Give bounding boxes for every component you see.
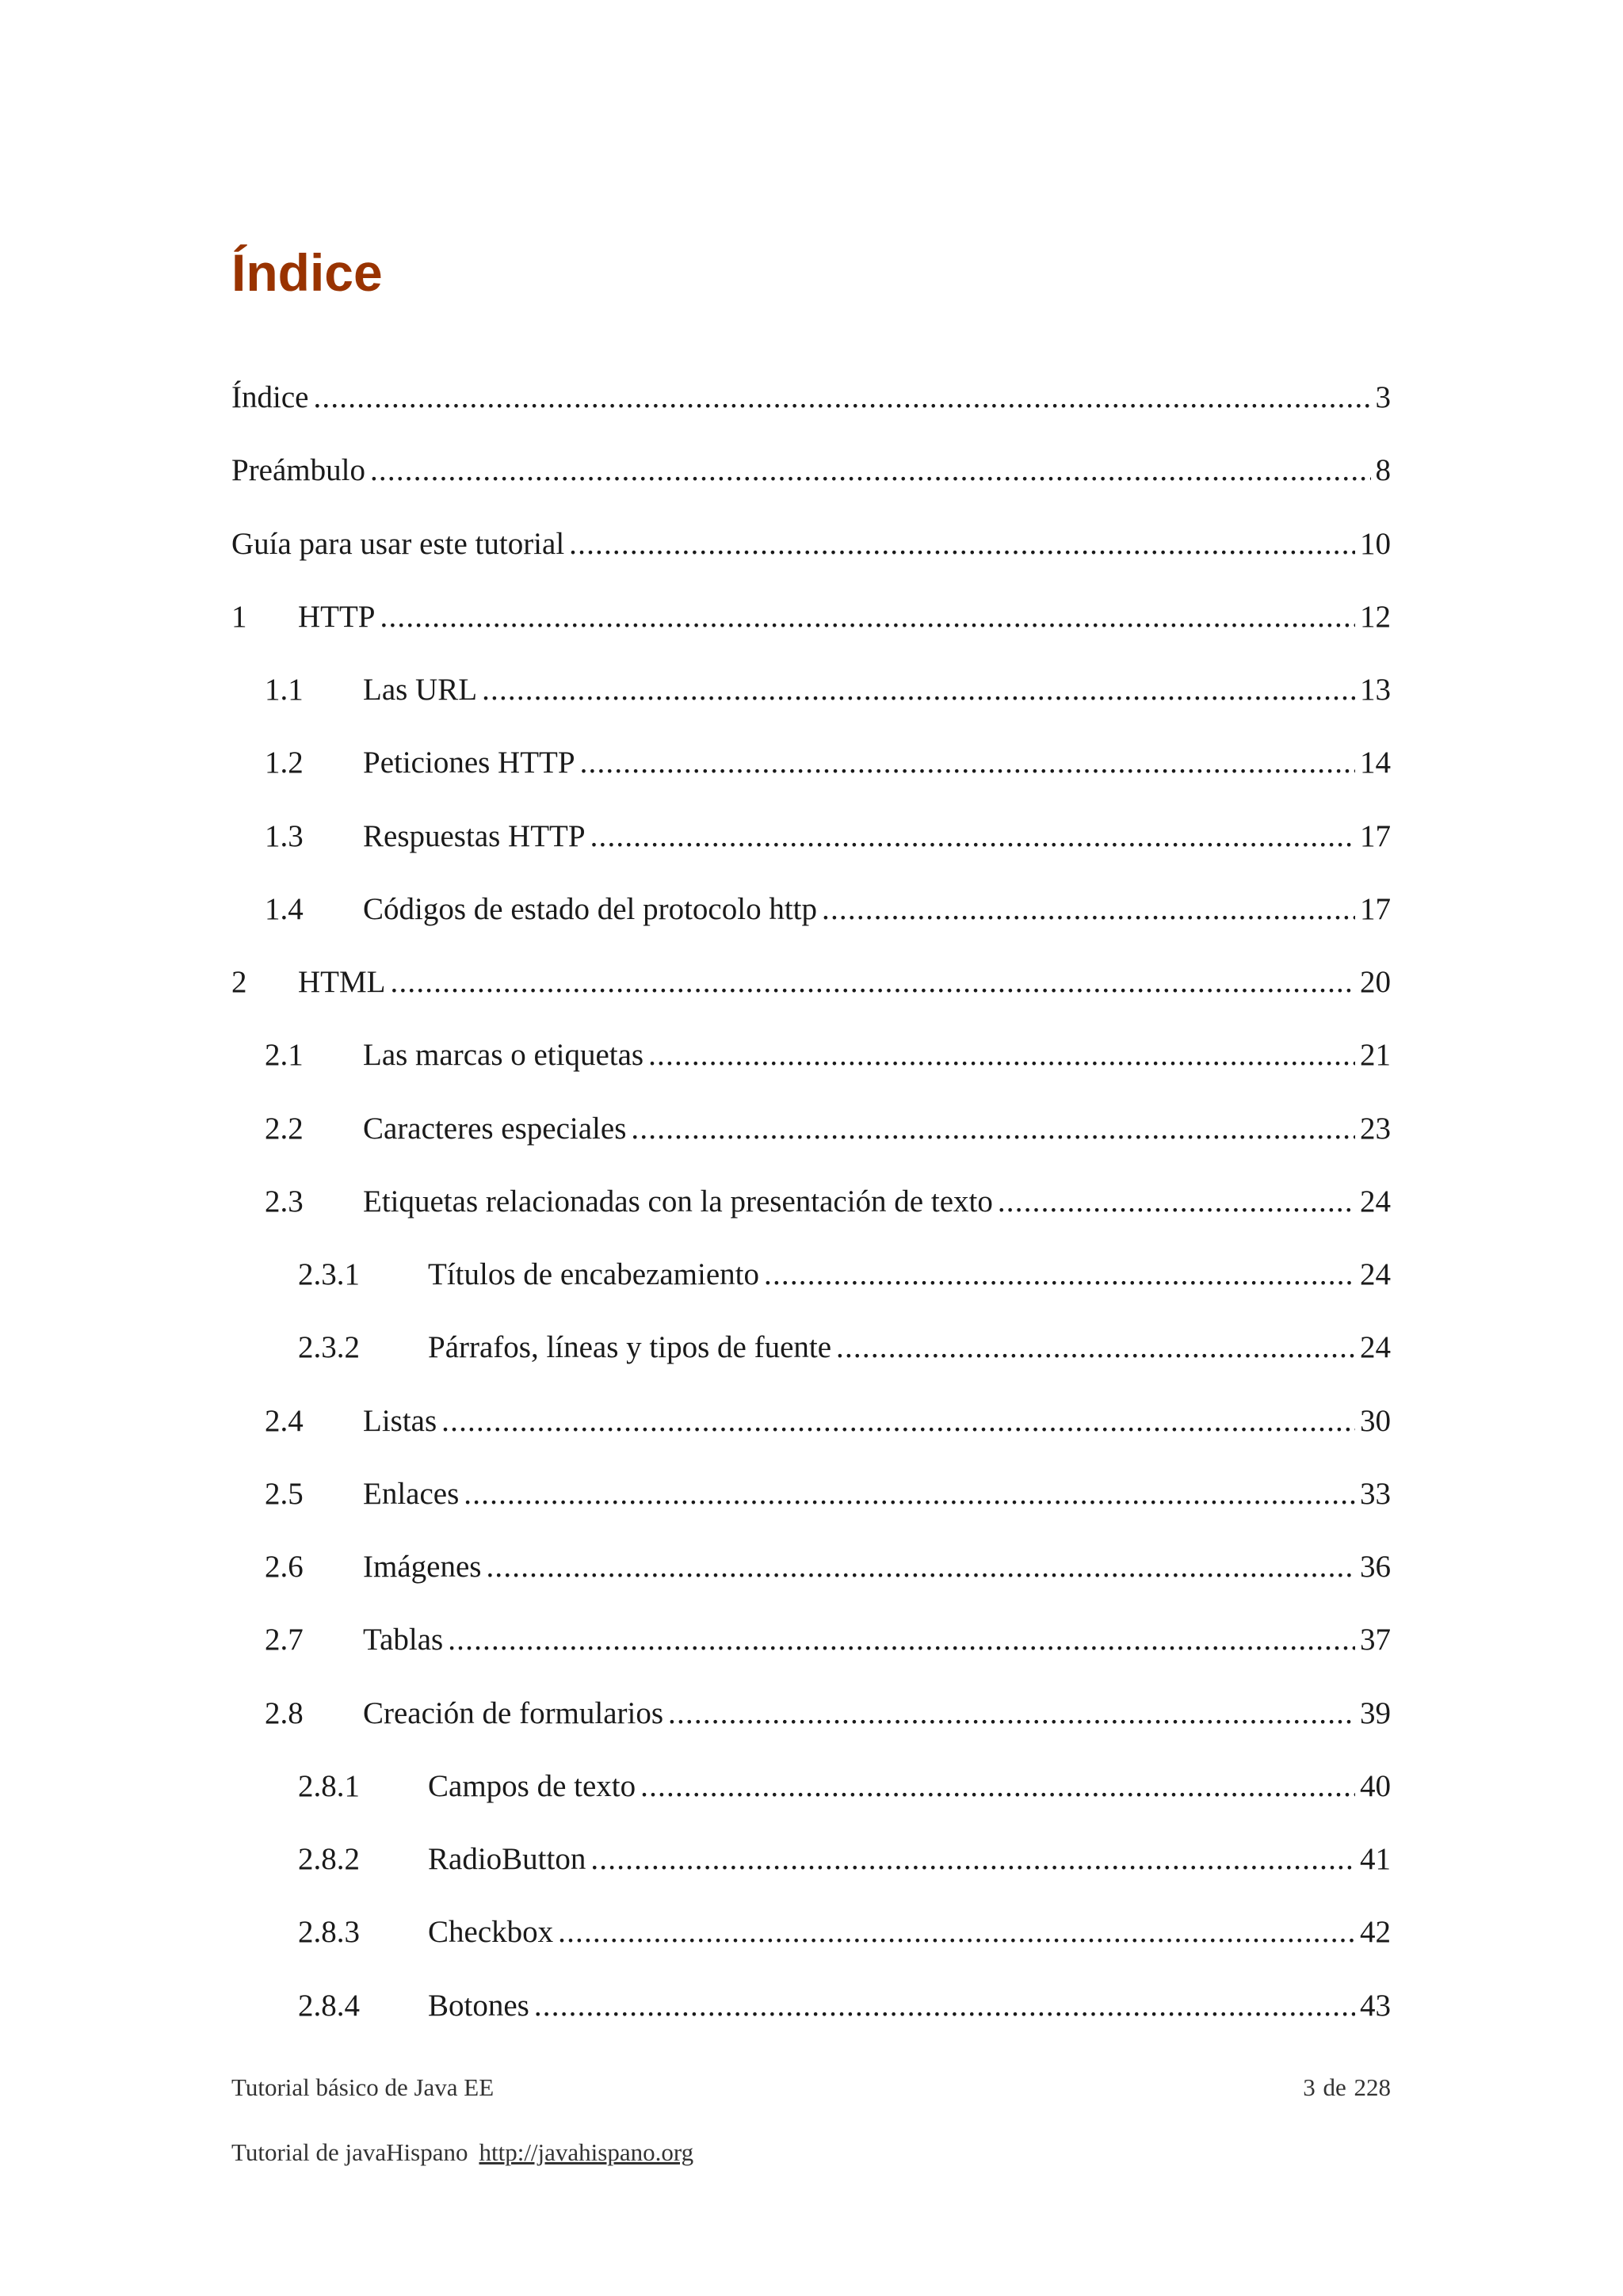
toc-entry-title: Etiquetas relacionadas con la presentación de texto <box>363 1184 993 1219</box>
toc-entry-title: Enlaces <box>363 1477 460 1511</box>
footer-row <box>231 2070 1391 2105</box>
toc-entry[interactable] <box>298 1764 1391 1809</box>
toc-dot-leader <box>580 741 1355 785</box>
toc-entry-title: Preámbulo <box>231 453 365 487</box>
toc-entry-page: 30 <box>1360 1404 1391 1438</box>
toc-entry-number: 2.8.4 <box>298 1989 360 2023</box>
footer-publisher: Tutorial de javaHispano <box>231 2138 468 2166</box>
footer-publisher-row <box>231 2135 1391 2170</box>
toc-entry[interactable] <box>231 960 1391 1005</box>
toc-entry[interactable] <box>231 376 1391 420</box>
toc-entry-page: 41 <box>1360 1842 1391 1876</box>
toc-dot-leader <box>764 1253 1355 1297</box>
toc-entry-title: Tablas <box>363 1623 444 1657</box>
toc-entry-number: 1.4 <box>265 892 304 926</box>
toc-entry-title: Guía para usar este tutorial <box>231 527 565 561</box>
page-of-label: de <box>1323 2073 1346 2101</box>
toc-entry-number: 2.8.2 <box>298 1842 360 1876</box>
toc-dot-leader <box>482 668 1355 712</box>
toc-entry-page: 8 <box>1375 453 1391 487</box>
toc-entry-page: 24 <box>1360 1257 1391 1291</box>
toc-entry-number: 2 <box>231 965 247 999</box>
toc-dot-leader <box>631 1107 1355 1151</box>
toc-entry-title: Campos de texto <box>428 1769 636 1803</box>
toc-entry-title: HTTP <box>298 600 376 634</box>
toc-entry-number: 2.5 <box>265 1477 304 1511</box>
toc-entry-title: Caracteres especiales <box>363 1112 627 1146</box>
toc-entry-title: HTML <box>298 965 386 999</box>
toc-entry-page: 17 <box>1360 819 1391 853</box>
toc-entry-page: 12 <box>1360 600 1391 634</box>
toc-entry[interactable] <box>298 1837 1391 1882</box>
toc-entry-title: Párrafos, líneas y tipos de fuente <box>428 1330 832 1364</box>
toc-entry[interactable] <box>265 1618 1391 1662</box>
toc-entry-page: 37 <box>1360 1623 1391 1657</box>
toc-entry-number: 1 <box>231 600 247 634</box>
page-current: 3 <box>1303 2073 1316 2101</box>
toc-entry-page: 42 <box>1360 1915 1391 1949</box>
toc-dot-leader <box>370 448 1371 493</box>
toc-entry-number: 2.3 <box>265 1184 304 1219</box>
toc-entry-number: 1.3 <box>265 819 304 853</box>
toc-entry-page: 21 <box>1360 1038 1391 1072</box>
toc-entry-number: 2.8 <box>265 1696 304 1730</box>
toc-entry[interactable] <box>265 668 1391 712</box>
toc-dot-leader <box>534 1984 1355 2028</box>
toc-entry-page: 13 <box>1360 673 1391 707</box>
toc-entry[interactable] <box>265 1691 1391 1736</box>
toc-entry-title: Peticiones HTTP <box>363 746 575 780</box>
toc-entry[interactable] <box>265 1107 1391 1151</box>
toc-entry-page: 40 <box>1360 1769 1391 1803</box>
toc-dot-leader <box>464 1472 1355 1516</box>
toc-entry-number: 2.3.1 <box>298 1257 360 1291</box>
toc-dot-leader <box>558 1910 1355 1955</box>
toc-entry[interactable] <box>298 1984 1391 2028</box>
toc-entry-page: 3 <box>1375 380 1391 414</box>
toc-entry[interactable] <box>298 1910 1391 1955</box>
page-counter <box>1303 2070 1391 2105</box>
toc-entry[interactable] <box>265 741 1391 785</box>
toc-entry-number: 1.1 <box>265 673 304 707</box>
page-title: Índice <box>231 243 383 302</box>
toc-entry[interactable] <box>265 1545 1391 1589</box>
toc-entry[interactable] <box>265 1180 1391 1224</box>
toc-entry-title: Las URL <box>363 673 478 707</box>
toc-entry-page: 39 <box>1360 1696 1391 1730</box>
toc-entry-number: 2.4 <box>265 1404 304 1438</box>
toc-entry-page: 24 <box>1360 1330 1391 1364</box>
toc-entry-page: 36 <box>1360 1550 1391 1584</box>
toc-dot-leader <box>648 1033 1355 1077</box>
toc-entry-title: Checkbox <box>428 1915 554 1949</box>
toc-dot-leader <box>441 1399 1355 1444</box>
toc-entry-page: 14 <box>1360 746 1391 780</box>
toc-entry-number: 1.2 <box>265 746 304 780</box>
toc-dot-leader <box>998 1180 1355 1224</box>
toc-dot-leader <box>822 887 1355 932</box>
footer-doc-title: Tutorial básico de Java EE <box>231 2073 495 2101</box>
toc-entry-page: 17 <box>1360 892 1391 926</box>
toc-entry-number: 2.8.1 <box>298 1769 360 1803</box>
toc-dot-leader <box>640 1764 1355 1809</box>
toc-dot-leader <box>590 814 1355 859</box>
toc-entry-number: 2.6 <box>265 1550 304 1584</box>
toc-dot-leader <box>380 595 1356 639</box>
toc-entry[interactable] <box>265 1033 1391 1077</box>
toc-entry-page: 23 <box>1360 1112 1391 1146</box>
toc-entry-number: 2.8.3 <box>298 1915 360 1949</box>
toc-entry[interactable] <box>298 1325 1391 1370</box>
toc-entry-number: 2.3.2 <box>298 1330 360 1364</box>
toc-entry-title: Botones <box>428 1989 529 2023</box>
footer-url-link[interactable]: http://javahispano.org <box>479 2138 694 2166</box>
toc-dot-leader <box>590 1837 1355 1882</box>
toc-entry-title: Índice <box>231 380 309 414</box>
toc-dot-leader <box>313 376 1370 420</box>
toc-entry[interactable] <box>265 887 1391 932</box>
toc-entry[interactable] <box>231 522 1391 566</box>
toc-dot-leader <box>486 1545 1355 1589</box>
toc-entry-page: 20 <box>1360 965 1391 999</box>
toc-entry-title: RadioButton <box>428 1842 586 1876</box>
toc-dot-leader <box>836 1325 1355 1370</box>
toc-entry-number: 2.2 <box>265 1112 304 1146</box>
toc-entry[interactable] <box>298 1253 1391 1297</box>
toc-entry-title: Títulos de encabezamiento <box>428 1257 759 1291</box>
toc-entry[interactable] <box>231 448 1391 493</box>
toc-entry-page: 24 <box>1360 1184 1391 1219</box>
page-total: 228 <box>1354 2073 1391 2101</box>
toc-entry-title: Las marcas o etiquetas <box>363 1038 644 1072</box>
toc-dot-leader <box>569 522 1355 566</box>
toc-entry[interactable] <box>265 1472 1391 1516</box>
toc-entry[interactable] <box>231 595 1391 639</box>
toc-entry-page: 43 <box>1360 1989 1391 2023</box>
toc-entry-number: 2.7 <box>265 1623 304 1657</box>
toc-dot-leader <box>448 1618 1355 1662</box>
toc-entry-title: Creación de formularios <box>363 1696 664 1730</box>
toc-entry[interactable] <box>265 814 1391 859</box>
toc-entry-title: Códigos de estado del protocolo http <box>363 892 818 926</box>
toc-entry-title: Respuestas HTTP <box>363 819 586 853</box>
toc-entry-page: 10 <box>1360 527 1391 561</box>
toc-entry-number: 2.1 <box>265 1038 304 1072</box>
toc-entry-title: Listas <box>363 1404 437 1438</box>
toc-dot-leader <box>391 960 1356 1005</box>
toc-entry-title: Imágenes <box>363 1550 482 1584</box>
toc-entry-page: 33 <box>1360 1477 1391 1511</box>
toc-dot-leader <box>668 1691 1355 1736</box>
toc-entry[interactable] <box>265 1399 1391 1444</box>
